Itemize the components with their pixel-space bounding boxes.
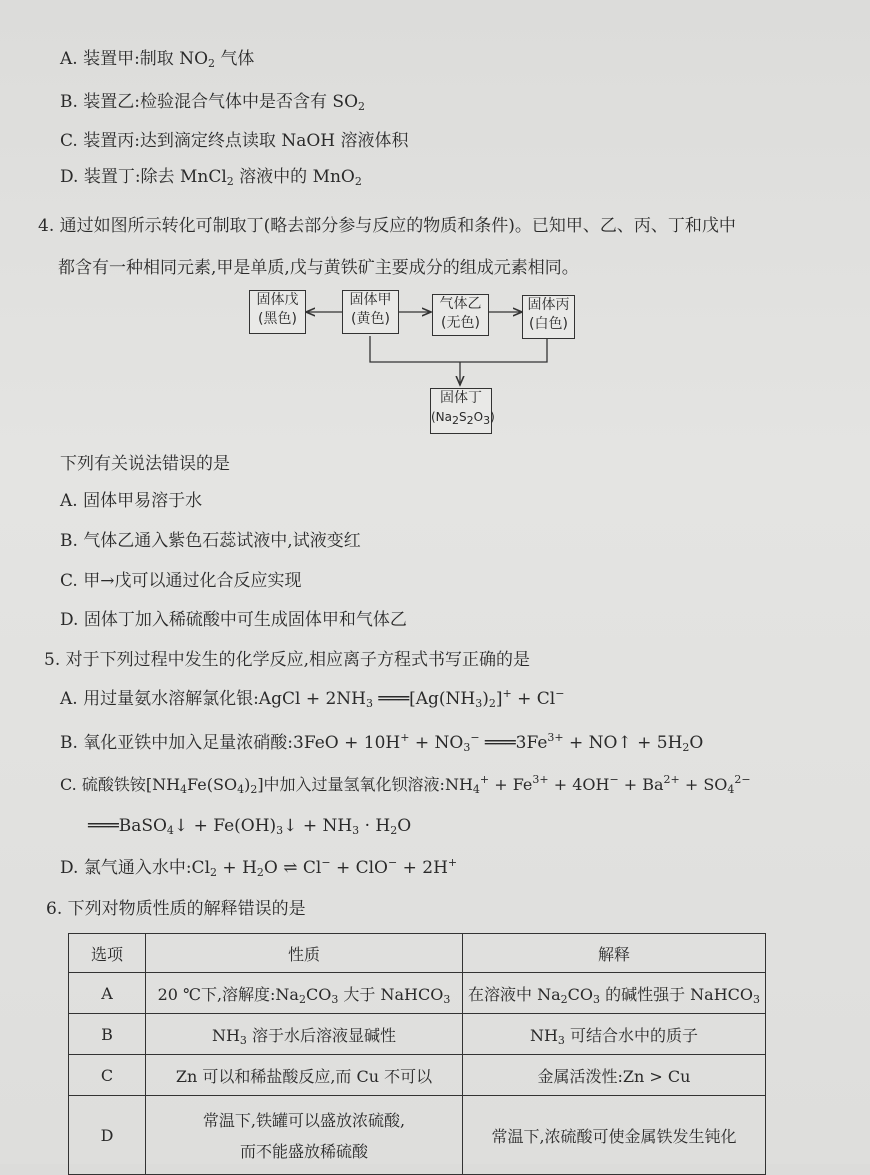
q5-option-a: A. 用过量氨水溶解氯化银:AgCl + $2NH_3$ $═══[Ag(NH_3)_2]^+ + Cl^-$ [60,687,565,710]
q4-option-c: C. 甲→戊可以通过化合反应实现 [60,571,302,591]
q5-option-d: D. 氯气通入水中$:Cl_2 + H_2O$ ⇌ Cl− + ClO− + 2H+ [60,856,458,879]
q4-stem-line1: 4. 通过如图所示转化可制取丁(略去部分参与反应的物质和条件)。已知甲、乙、丙、丁和戊中 [38,216,736,236]
row-option: B [69,1014,146,1055]
table-row [69,1014,766,1055]
node-solid-bing: 固体丙 (白色) [522,295,575,339]
q5-option-c-line2: ═══BaSO$_4$↓ + $Fe(OH)_3↓ + NH_3 \cdot H_2O$ [88,816,412,837]
row-option: A [69,973,146,1014]
table-row [69,1096,766,1175]
node-solid-jia: 固体甲 (黄色) [342,290,399,334]
table-row [69,973,766,1014]
header-explanation: 解释 [463,934,766,973]
q4-option-b: B. 气体乙通入紫色石蕊试液中,试液变红 [60,531,361,551]
connector-jia-bing [370,336,547,362]
node-gas-yi: 气体乙 (无色) [432,294,489,336]
row-property: 20 ℃下,溶解度$:Na_2CO_3$ 大于 NaHCO$_3$ [146,973,463,1014]
row-explanation: $NH_3$ 可结合水中的质子 [463,1014,766,1055]
node-solid-ding: 固体丁 $(Na_2S_2O_3)$ [430,388,492,434]
q4-option-d: D. 固体丁加入稀硫酸中可生成固体甲和气体乙 [60,610,407,630]
node-solid-wu: 固体戊 (黑色) [249,290,306,334]
q6-table-header [69,934,766,973]
row-property: 常温下,铁罐可以盛放浓硫酸, 而不能盛放稀硫酸 [146,1096,463,1175]
q4-stem-line2: 都含有一种相同元素,甲是单质,戊与黄铁矿主要成分的组成元素相同。 [58,258,579,278]
q3-option-b: B. 装置乙:检验混合气体中是否含有 $SO_2$ [60,92,366,113]
row-property: Zn 可以和稀盐酸反应,而 Cu 不可以 [146,1055,463,1096]
row-option: D [69,1096,146,1175]
q4-option-a: A. 固体甲易溶于水 [60,491,203,511]
q6-stem: 6. 下列对物质性质的解释错误的是 [46,899,306,919]
row-explanation: 常温下,浓硫酸可使金属铁发生钝化 [463,1096,766,1175]
q5-option-b: B. 氧化亚铁中加入足量浓硝酸:3FeO + $10H^+ + NO_3^-$ $═══3Fe^{3+}$ + NO↑ + $5H_2O$ [60,731,704,754]
row-explanation: 在溶液中 $Na_2CO_3$ 的碱性强于 NaHCO$_3$ [463,973,766,1014]
q6-table [68,933,766,1175]
q4-prompt: 下列有关说法错误的是 [60,454,230,474]
q3-option-d: D. 装置丁:除去 MnCl$_2$ 溶液中的 MnO$_2$ [60,167,362,188]
q5-stem: 5. 对于下列过程中发生的化学反应,相应离子方程式书写正确的是 [44,650,531,670]
q3-option-a: A. 装置甲:制取 $NO_2$ 气体 [60,49,255,70]
row-explanation: 金属活泼性:Zn > Cu [463,1055,766,1096]
row-property: $NH_3$ 溶于水后溶液显碱性 [146,1014,463,1055]
row-option: C [69,1055,146,1096]
q3-option-c: C. 装置丙:达到滴定终点读取 NaOH 溶液体积 [60,131,409,151]
header-property: 性质 [146,934,463,973]
q5-option-c-line1: C. 硫酸铁铵$[NH_4Fe(SO_4)_2]$中加入过量氢氧化钡溶液$:NH_4^+ + Fe^{3+} + 4OH^- + Ba^{2+} + SO_4^{2-}$ [60,773,751,796]
header-option: 选项 [69,934,146,973]
table-row [69,1055,766,1096]
